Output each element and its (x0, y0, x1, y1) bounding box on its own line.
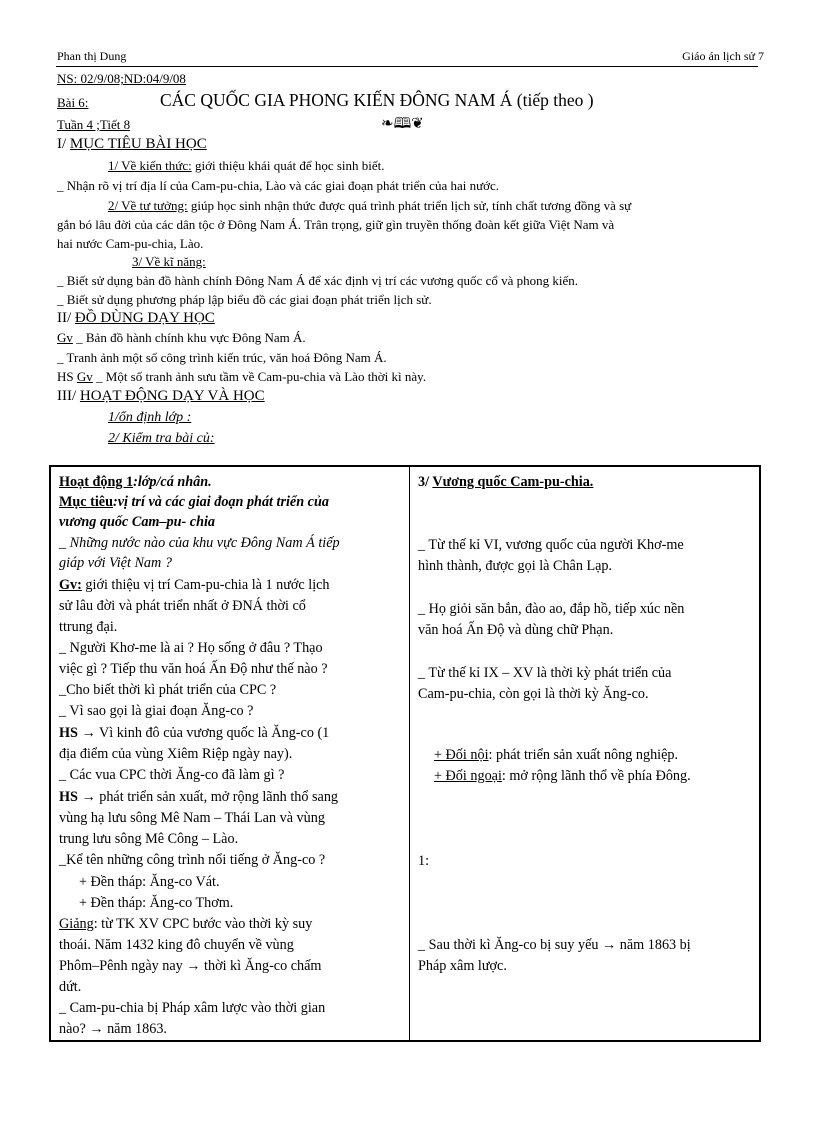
arrow-icon: → (186, 958, 201, 974)
lecture-note: thoái. Năm 1432 king đô chuyển về vùng (59, 937, 294, 953)
question: _Kể tên những công trình nổi tiếng ở Ăng-co ? (59, 852, 326, 868)
question: _ Các vua CPC thời Ăng-co đã làm gì ? (59, 767, 285, 783)
activities-heading: III/ HOẠT ĐỘNG DẠY VÀ HỌC (57, 388, 265, 404)
content-paragraph: Pháp xâm lược. (418, 958, 507, 974)
question: _ Những nước nào của khu vực Đông Nam Á tiếp (59, 535, 340, 551)
lesson-week: Tuần 4 ;Tiết 8 (57, 117, 131, 132)
question: _ Vì sao gọi là giai đoạn Ăng-co ? (59, 703, 254, 719)
inner-policy: + Đối nội: phát triển sản xuất nông nghiệp. (434, 747, 679, 763)
content-paragraph: _ Họ giỏi săn bắn, đào ao, đắp hồ, tiếp xúc nền (418, 601, 685, 617)
knowledge-line: 1/ Về kiến thức: giới thiệu khái quát để học sinh biết. (108, 158, 385, 173)
objectives-heading: I/ MỤC TIÊU BÀI HỌC (57, 136, 207, 152)
knowledge-point: _ Nhận rõ vị trí địa lí của Cam-pu-chia, Lào và các giai đoạn phát triển của hai nước. (57, 178, 500, 193)
teacher-note: sử lâu đời và phát triển nhất ở ĐNÁ thời cổ (59, 598, 306, 614)
skill-item: _ Biết sử dụng phương pháp lập biểu đồ các giai đoạn phát triển lịch sử. (57, 292, 432, 307)
lecture-note: Giảng: từ TK XV CPC bước vào thời kỳ suy (59, 916, 313, 932)
skill-item: _ Biết sử dụng bản đồ hành chính Đông Nam Á để xác định vị trí các vương quốc cổ và phong kiến. (57, 273, 578, 288)
lesson-dates: NS: 02/9/08;ND:04/9/08 (57, 71, 186, 86)
activity-goal: Mục tiêu:vị trí và các giai đoạn phát triển của (59, 494, 329, 510)
materials-heading: II/ ĐỒ DÙNG DẠY HỌC (57, 310, 215, 326)
student-answer: HS → Vì kinh đô của vương quốc là Ăng-co (1 (59, 725, 330, 741)
teacher-note: ttrung đại. (59, 619, 118, 635)
thought-line-2: gắn bó lâu đời của các dân tộc ở Đông Nam Á. Trân trọng, giữ gìn truyền thống đoàn kết giữa Việt Nam và (57, 217, 615, 232)
step-1: 1/ổn định lớp : (108, 410, 192, 425)
temple-item: + Đền tháp: Ăng-co Thơm. (79, 895, 234, 911)
question: việc gì ? Tiếp thu văn hoá Ấn Độ như thế nào ? (59, 661, 328, 677)
lesson-number: Bài 6: (57, 95, 89, 110)
student-answer: vùng hạ lưu sông Mê Nam – Thái Lan và vùng (59, 810, 325, 826)
lecture-note: Phôm–Pênh ngày nay → thời kì Ăng-co chấm (59, 958, 322, 974)
subject-title: Giáo án lịch sử 7 (682, 49, 764, 63)
content-paragraph: _ Từ thế kỉ IX – XV là thời kỳ phát triển của (418, 665, 672, 681)
thought-line: 2/ Về tư tưởng: giúp học sinh nhận thức được quá trình phát triển lịch sử, tính chất tương đồng và sự (108, 198, 632, 213)
teacher-activity-cell (50, 466, 410, 1041)
temple-item: + Đền tháp: Ăng-co Vát. (79, 874, 220, 890)
question: _Cho biết thời kì phát triển của CPC ? (59, 682, 277, 698)
lecture-note: dứt. (59, 979, 82, 995)
content-paragraph: _ Từ thế kỉ VI, vương quốc của người Khơ-me (418, 537, 684, 553)
arrow-icon: → (602, 937, 617, 953)
materials-gv: Gv _ Bản đồ hành chính khu vực Đông Nam Á. (57, 330, 306, 345)
question: _ Người Khơ-me là ai ? Họ sống ở đâu ? Thạo (59, 640, 323, 656)
question: _ Cam-pu-chia bị Pháp xâm lược vào thời gian (59, 1000, 326, 1016)
lesson-table (49, 465, 761, 1042)
section-title: 3/ Vương quốc Cam-pu-chia. (418, 474, 594, 490)
activity-goal-2: vương quốc Cam–pu- chia (59, 514, 216, 530)
teacher-note: Gv: giới thiệu vị trí Cam-pu-chia là 1 nước lịch (59, 577, 330, 593)
materials-item: _ Tranh ảnh một số công trình kiến trúc, văn hoá Đông Nam Á. (57, 350, 387, 365)
content-paragraph: _ Sau thời kì Ăng-co bị suy yếu → năm 1863 bị (418, 937, 691, 953)
arrow-icon: → (81, 789, 96, 805)
student-answer: HS → phát triển sản xuất, mở rộng lãnh thổ sang (59, 789, 339, 805)
student-answer: trung lưu sông Mê Công – Lào. (59, 831, 239, 847)
content-paragraph: hình thành, được gọi là Chân Lạp. (418, 558, 613, 574)
skills-label: 3/ Về kĩ năng: (132, 254, 206, 269)
ornament-icon: ❧🕮❦ (381, 114, 424, 132)
marker-text: 1: (418, 853, 430, 869)
arrow-icon: → (89, 1021, 104, 1037)
lesson-title: CÁC QUỐC GIA PHONG KIẾN ĐÔNG NAM Á (tiếp theo ) (160, 90, 594, 110)
content-paragraph: văn hoá Ấn Độ và dùng chữ Phạn. (418, 622, 614, 638)
content-cell (410, 466, 761, 1041)
author-name: Phan thị Dung (57, 49, 127, 63)
question: giáp với Việt Nam ? (59, 555, 172, 571)
student-answer: địa điểm của vùng Xiêm Riệp ngày nay). (59, 746, 293, 762)
activity-title: Hoạt động 1:lớp/cá nhân. (59, 474, 212, 490)
step-2: 2/ Kiểm tra bài củ: (108, 431, 215, 446)
header-rule (56, 66, 758, 67)
question: nào? → năm 1863. (59, 1021, 167, 1037)
outer-policy: + Đối ngoại: mở rộng lãnh thổ về phía Đông. (434, 768, 691, 784)
content-paragraph: Cam-pu-chia, còn gọi là thời kỳ Ăng-co. (418, 686, 649, 702)
arrow-icon: → (81, 725, 96, 741)
thought-line-3: hai nước Cam-pu-chia, Lào. (57, 236, 204, 251)
materials-hs: HS Gv _ Một số tranh ảnh sưu tầm về Cam-pu-chia và Lào thời kì này. (57, 369, 427, 384)
